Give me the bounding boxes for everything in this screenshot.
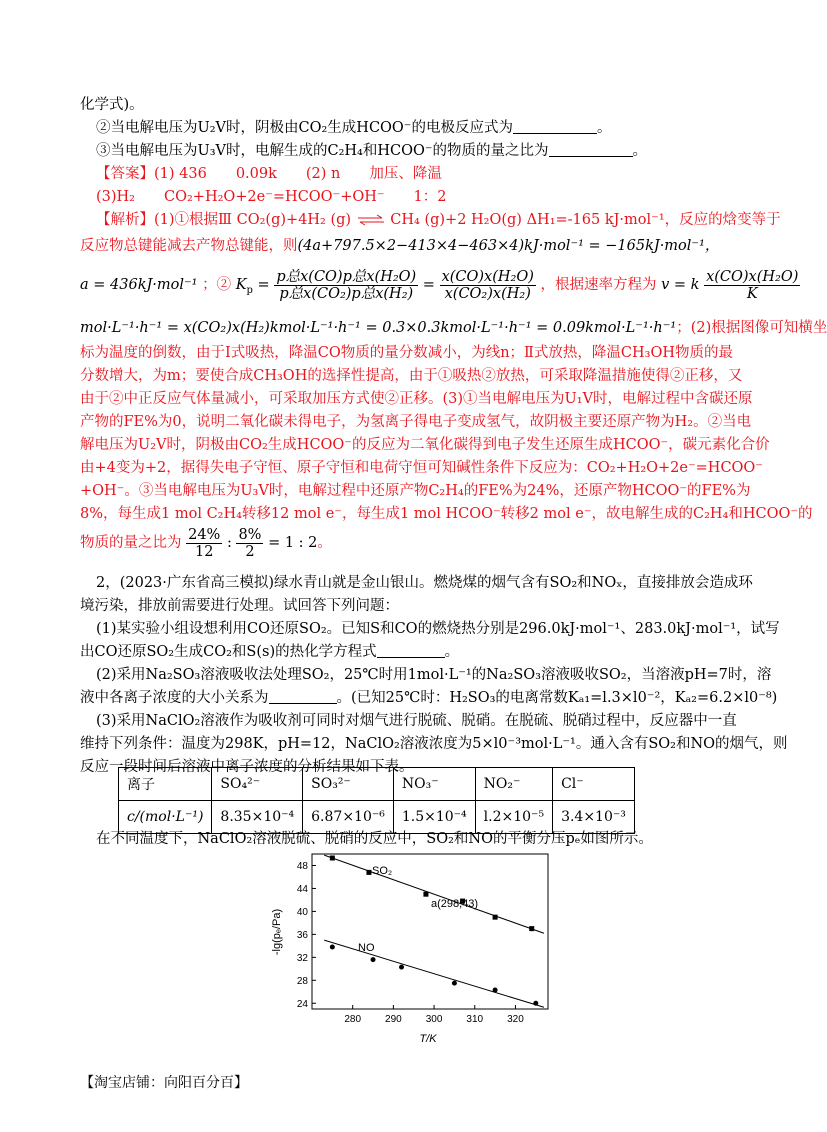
point-annotation: a(298,43) — [431, 898, 479, 910]
data-point-circle — [533, 1001, 538, 1006]
data-point-circle — [452, 981, 457, 986]
line-text: 液中各离子浓度的大小关系为 — [80, 690, 269, 706]
analysis-line: 分数增大，为m；要使合成CH₃OH的选择性提高，由于①吸热②放热，可采取降温措施使得②正移，又 — [80, 368, 743, 384]
partial-pressure-chart — [268, 848, 558, 1048]
y-axis-label: -lg(pₑ/Pa) — [271, 908, 283, 956]
question-line: (1)某实验小组设想利用CO还原SO₂。已知S和CO的燃烧热分别是296.0kJ·mol⁻¹、283.0kJ·mol⁻¹，试写 — [96, 621, 780, 637]
line-text: 。 — [317, 535, 332, 551]
table-header-cell: Cl⁻ — [553, 768, 635, 801]
y-tick-label: 28 — [296, 975, 308, 987]
fit-line-0 — [324, 855, 544, 933]
data-point-square — [423, 892, 428, 897]
line-text: ②当电解电压为U₂V时，阴极由CO₂生成HCOO⁻的电极反应式为 — [96, 120, 513, 136]
analysis-line: 产物的FE%为0，说明二氧化碳未得电子，为氢离子得电子变成氢气，故阴极主要还原产物为H₂。②当电 — [80, 414, 752, 430]
question-line — [80, 642, 728, 662]
data-point-square — [493, 915, 498, 920]
analysis-line: 由+4变为+2，据得失电子守恒、原子守恒和电荷守恒可知碱性条件下反应为：CO₂+H₂O+2e⁻=HCOO⁻ — [80, 460, 763, 476]
analysis-line — [80, 236, 728, 256]
series-label-no: NO — [358, 942, 375, 954]
table-cell: 8.35×10⁻⁴ — [212, 801, 303, 834]
kp-fraction-1: $\frac{\text{p总x(CO)p总x(H₂O)}}{\text{p总x(CO₂)p总x(H₂)}}$ — [276, 268, 417, 302]
data-point-circle — [330, 945, 335, 950]
table-header-cell: NO₂⁻ — [475, 768, 552, 801]
data-point-square — [529, 926, 534, 931]
question-line — [80, 688, 778, 708]
a-value: a = 436kJ·mol⁻¹ — [80, 277, 198, 293]
ion-concentration-table — [118, 767, 635, 834]
line-text: 反应物总键能减去产物总键能，则 — [80, 238, 298, 254]
table-header-cell: NO₃⁻ — [393, 768, 475, 801]
table-header-row — [119, 768, 635, 801]
analysis-line: 8%，每生成1 mol C₂H₄转移12 mol e⁻，每生成1 mol HCOO⁻转移2 mol e⁻，故电解生成的C₂H₄和HCOO⁻的 — [80, 506, 813, 522]
y-tick-label: 24 — [296, 998, 308, 1010]
text-line — [96, 141, 744, 161]
table-cell: 1.5×10⁻⁴ — [393, 801, 475, 834]
question-line: 境污染，排放前需要进行处理。试回答下列问题： — [80, 598, 399, 614]
table-cell: 3.4×10⁻³ — [553, 801, 635, 834]
analysis-line: +OH⁻。③当电解电压为U₃V时，电解过程中还原产物C₂H₄的FE%为24%，还原产物HCOO⁻的FE%为 — [80, 483, 751, 499]
x-tick-label: 300 — [425, 1014, 443, 1025]
data-point-circle — [371, 957, 376, 962]
y-tick-label: 32 — [296, 952, 308, 964]
question-line: (2)采用Na₂SO₃溶液吸收法处理SO₂，25℃时用1mol·L⁻¹的Na₂SO₃溶液吸收SO₂，当溶液pH=7时，溶 — [96, 667, 772, 683]
table-cell: l.2×10⁻⁵ — [475, 801, 552, 834]
text-line: 化学式)。 — [80, 97, 144, 113]
x-tick-label: 320 — [507, 1014, 524, 1025]
rate-lhs: v = k — [661, 277, 700, 293]
plot-frame — [312, 854, 548, 1009]
data-point-circle — [399, 965, 404, 970]
table-cell: 6.87×10⁻⁶ — [303, 801, 394, 834]
text-line — [96, 118, 744, 138]
line-text: 。 — [444, 644, 460, 660]
x-tick-label: 310 — [466, 1014, 484, 1025]
analysis-line — [96, 210, 781, 230]
y-tick-label: 48 — [296, 860, 308, 872]
line-text: 。(已知25℃时：H₂SO₃的电离常数Kₐ₁=l.3×l0⁻²，Kₐ₂=6.2×l0⁻⁸) — [336, 690, 778, 706]
analysis-line: a = 436kJ·mol⁻¹ ；② $K_p$ = $\frac{\text{p总x(CO)p总x(H₂O)}}{\text{p总x(CO₂)p总x(H₂)}}$ = $\frac{\text{x(CO)x(H₂O)}}{\text{x(CO₂)x(H₂)}}$ ，根据速率方程为 v = k $\frac{\text{x(CO)x(H₂O)}}{K}$ — [80, 268, 799, 302]
analysis-line: 由于②中正反应气体量减小，可采取加压方式使②正移。(3)①当电解电压为U₁V时，电解过程中含碳还原 — [80, 391, 753, 407]
data-point-square — [366, 870, 371, 875]
analysis-line: 标为温度的倒数，由于Ⅰ式吸热，降温CO物质的量分数减小，为线n；Ⅱ式放热，降温CH₃OH物质的最 — [80, 345, 733, 361]
equilibrium-arrow-icon — [356, 214, 386, 226]
line-text: ；(2)根据图像可知横坐 — [676, 320, 827, 336]
question-line: 在不同温度下，NaClO₂溶液脱硫、脱硝的反应中，SO₂和NO的平衡分压pₑ如图所示。 — [96, 831, 653, 847]
answer-blank — [513, 119, 597, 134]
line-text: 物质的量之比为 — [80, 535, 182, 551]
analysis-line: 物质的量之比为 $\frac{24\%}{12}$ : $\frac{8\%}{2}$ = 1 : 2。 — [80, 526, 332, 560]
y-tick-label: 36 — [296, 929, 308, 941]
ratio-fraction-2: $\frac{8\%}{2}$ — [238, 526, 262, 560]
ratio-result: = 1 : 2 — [268, 535, 318, 551]
answer-blank — [549, 142, 633, 157]
table-cell: c/(mol·L⁻¹) — [119, 801, 212, 834]
table-header-cell: SO₄²⁻ — [212, 768, 303, 801]
y-tick-label: 44 — [296, 883, 308, 895]
data-point-square — [330, 856, 335, 861]
question-line: (3)采用NaClO₂溶液作为吸收剂可同时对烟气进行脱硫、脱硝。在脱硫、脱硝过程中，反应器中一直 — [96, 713, 737, 729]
answer-line: 【答案】(1) 436 0.09k (2) n 加压、降温 — [96, 166, 442, 182]
bond-energy-equation: (4a+797.5×2−413×4−463×4)kJ·mol⁻¹ = −165kJ·mol⁻¹， — [297, 238, 720, 254]
question-line: 反应一段时间后溶液中离子浓度的分析结果如下表。 — [80, 759, 414, 775]
y-tick-label: 40 — [296, 906, 308, 918]
rate-equation: mol·L⁻¹·h⁻¹ = x(CO₂)x(H₂)kmol·L⁻¹·h⁻¹ = 0.3×0.3kmol·L⁻¹·h⁻¹ = 0.09kmol·L⁻¹·h⁻¹ — [80, 320, 677, 336]
table-header-cell: SO₃²⁻ — [303, 768, 394, 801]
line-text: 【解析】(1)①根据Ⅲ CO₂(g)+4H₂ (g) — [96, 212, 352, 228]
question-line: 2，(2023·广东省高三模拟)绿水青山就是金山银山。燃烧煤的烟气含有SO₂和NOₓ，直接排放会造成环 — [96, 575, 753, 591]
analysis-line: 解电压为U₂V时，阴极由CO₂生成HCOO⁻的反应为二氧化碳得到电子发生还原生成HCOO⁻，碳元素化合价 — [80, 437, 770, 453]
line-text: 。 — [632, 143, 648, 159]
x-axis-label: T/K — [419, 1033, 437, 1045]
data-point-circle — [493, 988, 498, 993]
line-text: 出CO还原SO₂生成CO₂和S(s)的热化学方程式 — [80, 644, 377, 660]
line-text: ；② — [202, 277, 232, 293]
analysis-line — [80, 318, 827, 338]
answer-blank — [269, 689, 337, 704]
x-tick-label: 290 — [385, 1014, 402, 1025]
kp-fraction-2: $\frac{\text{x(CO)x(H₂O)}}{\text{x(CO₂)x(H₂)}}$ — [441, 268, 534, 302]
kp-symbol: K — [235, 277, 247, 293]
table-header-cell: 离子 — [119, 768, 212, 801]
ratio-fraction-1: $\frac{24\%}{12}$ — [188, 526, 221, 560]
answer-line: (3)H₂ CO₂+H₂O+2e⁻=HCOO⁻+OH⁻ 1：2 — [96, 189, 447, 205]
line-text: ③当电解电压为U₃V时，电解生成的C₂H₄和HCOO⁻的物质的量之比为 — [96, 143, 549, 159]
series-label-so2: SO₂ — [372, 865, 393, 877]
rate-fraction: $\frac{\text{x(CO)x(H₂O)}}{K}$ — [706, 268, 799, 302]
line-text: 。 — [596, 120, 612, 136]
answer-blank — [377, 643, 445, 658]
line-text: CH₄ (g)+2 H₂O(g) ΔH₁=-165 kJ·mol⁻¹，反应的焓变等于 — [390, 212, 781, 228]
x-tick-label: 280 — [344, 1014, 362, 1025]
footer-shop-label: 【淘宝店铺：向阳百分百】 — [80, 1075, 248, 1091]
line-text: ，根据速率方程为 — [540, 277, 657, 293]
question-line: 维持下列条件：温度为298K，pH=12，NaClO₂溶液浓度为5×l0⁻³mol·L⁻¹。通入含有SO₂和NO的烟气，则 — [80, 736, 788, 752]
